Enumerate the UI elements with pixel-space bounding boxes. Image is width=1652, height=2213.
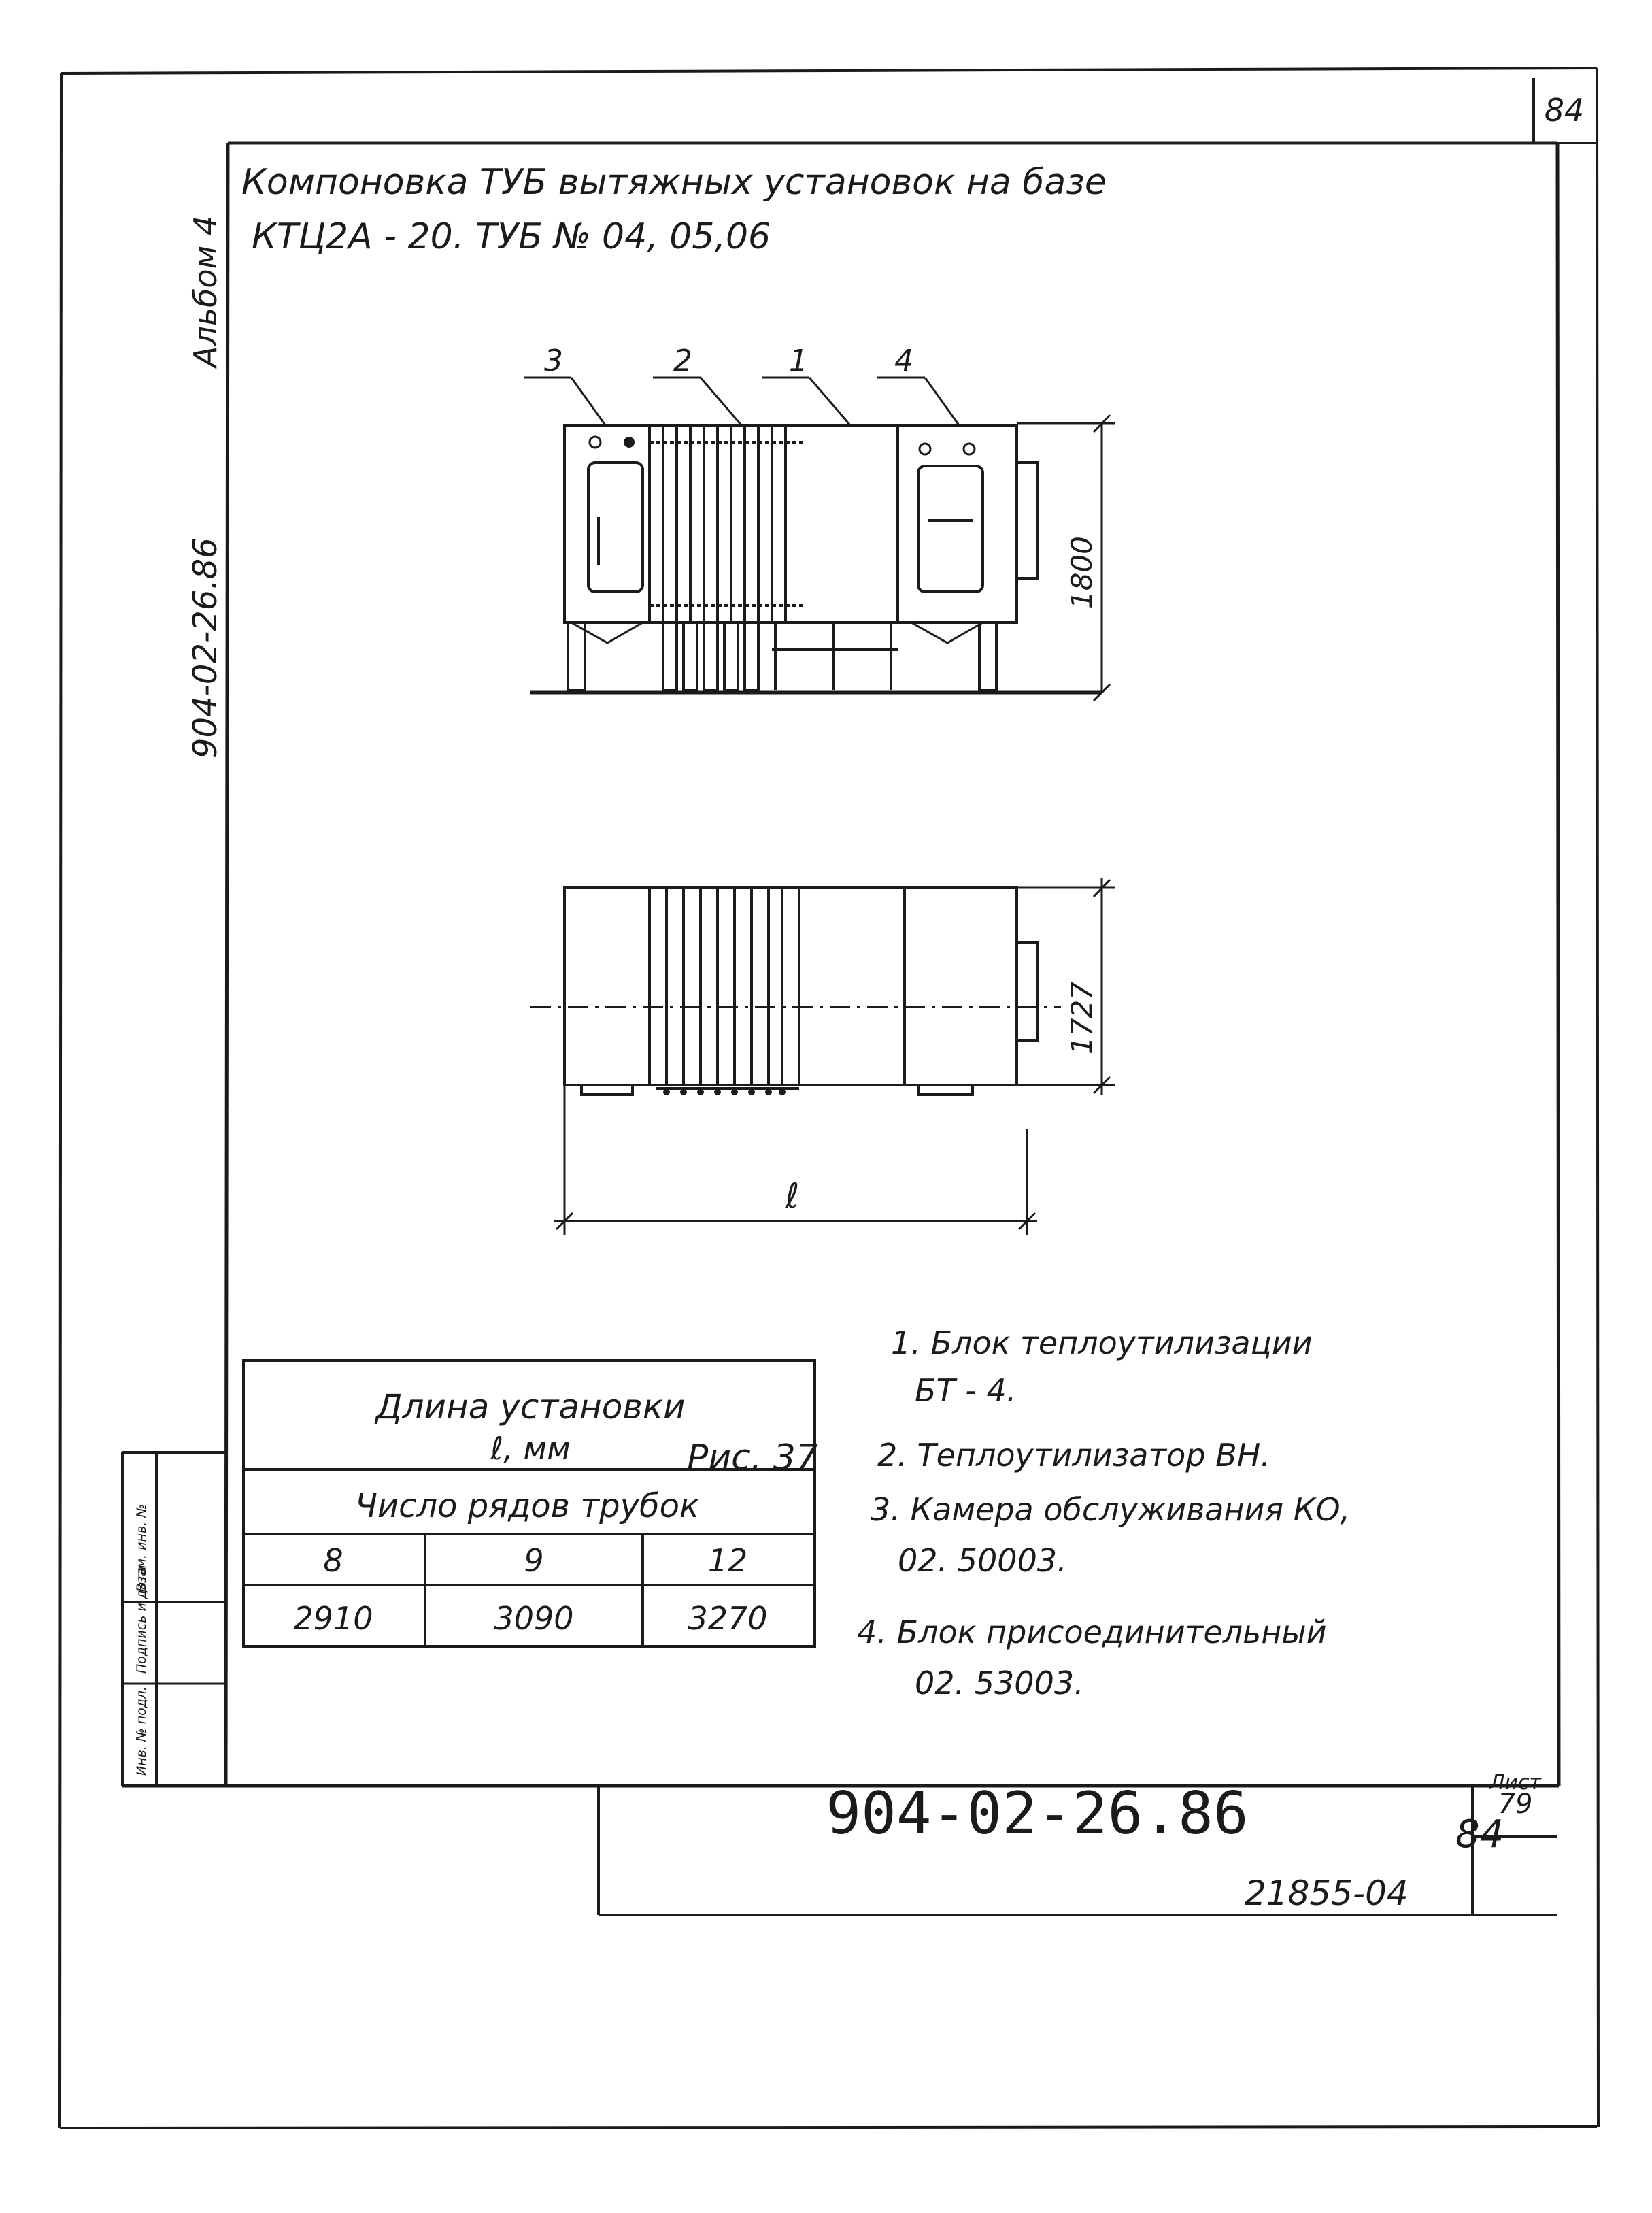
table-value-2910: 2910 [293,1600,373,1637]
callout-4: 4 [894,344,913,378]
side-label-replaced-inv: Взам. инв. № [134,1503,149,1592]
sheet-number: 79 [1498,1788,1533,1820]
table-header-line-2: ℓ, мм [490,1430,571,1467]
legend-3-line-2: 02. 50003. [898,1542,1067,1579]
legend-3-line-1: 3. Камера обслуживания КО, [871,1491,1351,1528]
length-dimension-label: ℓ [785,1176,800,1216]
table-col-8: 8 [323,1542,343,1579]
corner-number: 84 [1544,92,1585,129]
table-value-3270: 3270 [688,1600,768,1637]
callout-3: 3 [544,344,563,378]
side-label-inv-no: Инв. № подл. [134,1686,149,1776]
side-stamp-album: Альбом 4 [187,215,224,367]
callout-2: 2 [673,344,692,378]
table-value-3090: 3090 [494,1600,574,1637]
legend-1-line-1: 1. Блок теплоутилизации [891,1325,1313,1361]
sheet-label: Лист [1489,1771,1542,1795]
archive-number: 21855-04 [1245,1874,1409,1913]
side-stamp-code: 904-02-26.86 [186,537,224,759]
height-dimension-label: 1800 [1065,536,1098,609]
designation: 904-02-26.86 [826,1780,1249,1848]
width-dimension-label: 1727 [1065,982,1098,1054]
legend-1-line-2: БТ - 4. [915,1372,1017,1409]
table-col-9: 9 [524,1542,544,1579]
legend-2-line-1: 2. Теплоутилизатор ВН. [877,1437,1270,1474]
legend-4-line-2: 02. 53003. [915,1665,1084,1701]
legend-4-line-1: 4. Блок присоединительный [857,1614,1327,1650]
table-col-12: 12 [707,1542,748,1579]
figure-caption: Рис. 37 [687,1437,818,1478]
callout-1: 1 [789,344,808,378]
table-header-line-1: Длина установки [375,1387,686,1427]
handwritten-page-number: 84 [1455,1812,1504,1857]
table-subheader: Число рядов трубок [354,1487,700,1525]
title-line-1: Компоновка ТУБ вытяжных установок на базе [241,162,1107,203]
side-label-sign-date: Подпись и дата [134,1566,149,1674]
title-line-2: КТЦ2А - 20. ТУБ № 04, 05,06 [252,216,771,257]
